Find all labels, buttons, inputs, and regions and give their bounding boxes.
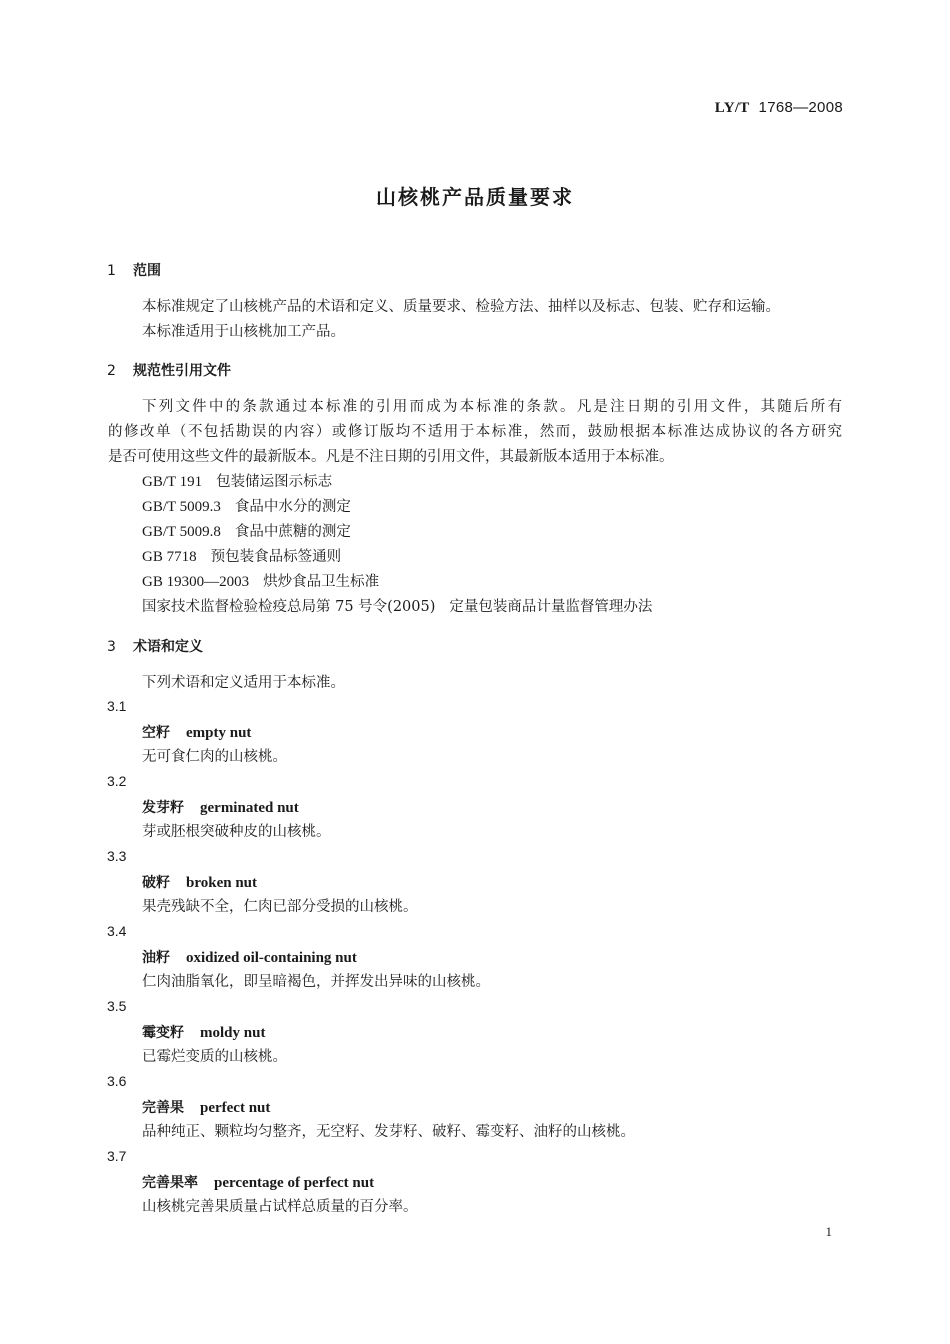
reference-name: 食品中水分的测定 [234,499,351,515]
term-cn: 油籽 [142,950,170,966]
term-cn: 完善果 [142,1100,184,1116]
term-definition: 无可食仁肉的山核桃。 [142,749,287,765]
term-heading [142,722,251,742]
standard-code [715,99,843,117]
section-number: 3 [107,639,116,655]
terms-intro: 下列术语和定义适用于本标准。 [142,675,345,691]
reference-item [142,497,351,517]
term-en: empty nut [186,725,252,741]
term-cn: 霉变籽 [142,1025,184,1041]
section-number: 2 [107,363,116,379]
term-cn: 空籽 [142,725,170,741]
reference-item [142,522,351,542]
term-heading [142,797,299,817]
reference-item [142,572,379,592]
document-title: 山核桃产品质量要求 [376,185,574,209]
reference-code: GB/T 191 [142,474,203,490]
reference-item [142,547,341,567]
reference-code: GB/T 5009.3 [142,499,221,515]
scope-paragraph-2: 本标准适用于山核桃加工产品。 [142,324,345,340]
section-heading-refs [107,360,231,380]
term-cn: 发芽籽 [142,800,184,816]
standard-code-prefix: LY/T [714,100,750,116]
term-definition: 已霉烂变质的山核桃。 [142,1049,287,1065]
term-number: 3.5 [107,998,127,1014]
term-en: oxidized oil-containing nut [186,950,357,966]
term-cn: 完善果率 [142,1175,198,1191]
section-number: 1 [107,263,116,279]
term-definition: 果壳残缺不全，仁肉已部分受损的山核桃。 [142,899,418,915]
reference-name: 食品中蔗糖的测定 [234,524,351,540]
term-en: broken nut [186,875,258,891]
reference-code: GB 19300—2003 [142,574,250,590]
term-en: perfect nut [200,1100,271,1116]
reference-name: 定量包装商品计量监督管理办法 [449,599,653,615]
standard-code-number: 1768—2008 [758,99,843,116]
refs-paragraph-line-1: 下列文件中的条款通过本标准的引用而成为本标准的条款。凡是注日期的引用文件，其随后所有 [142,399,842,415]
term-heading [142,1022,265,1042]
term-en: percentage of perfect nut [214,1175,375,1191]
section-heading-scope [107,260,161,280]
term-number: 3.3 [107,848,127,864]
term-number: 3.2 [107,773,127,789]
term-cn: 破籽 [142,875,170,891]
term-number: 3.1 [107,698,127,714]
term-number: 3.7 [107,1148,127,1164]
reference-name: 包装储运图示标志 [216,474,333,490]
reference-code: 国家技术监督检验检疫总局第 75 号令(2005) [142,599,436,615]
term-number: 3.4 [107,923,127,939]
term-heading [142,1172,374,1192]
reference-name: 烘炒食品卫生标准 [263,574,380,590]
reference-item [142,472,332,492]
refs-paragraph-line-3: 是否可使用这些文件的最新版本。凡是不注日期的引用文件，其最新版本适用于本标准。 [108,449,674,465]
reference-code: GB/T 5009.8 [142,524,221,540]
refs-paragraph-line-2: 的修改单（不包括勘误的内容）或修订版均不适用于本标准，然而，鼓励根据本标准达成协议的各方研究 [108,424,842,440]
page-number: 1 [825,1224,832,1239]
term-heading [142,872,257,892]
section-heading-terms [107,636,203,656]
reference-name: 预包装食品标签通则 [210,549,342,565]
term-heading [142,947,357,967]
section-title: 范围 [133,263,161,279]
term-en: germinated nut [200,800,299,816]
section-title: 术语和定义 [133,639,203,655]
term-number: 3.6 [107,1073,127,1089]
section-title: 规范性引用文件 [133,363,231,379]
term-definition: 仁肉油脂氧化，即呈暗褐色，并挥发出异味的山核桃。 [142,974,490,990]
term-definition: 芽或胚根突破种皮的山核桃。 [142,824,331,840]
term-definition: 品种纯正、颗粒均匀整齐，无空籽、发芽籽、破籽、霉变籽、油籽的山核桃。 [142,1124,635,1140]
reference-code: GB 7718 [142,549,197,565]
term-definition: 山核桃完善果质量占试样总质量的百分率。 [142,1199,418,1215]
reference-item [142,597,652,617]
term-heading [142,1097,270,1117]
scope-paragraph-1: 本标准规定了山核桃产品的术语和定义、质量要求、检验方法、抽样以及标志、包装、贮存和运输。 [142,299,780,315]
term-en: moldy nut [200,1025,266,1041]
